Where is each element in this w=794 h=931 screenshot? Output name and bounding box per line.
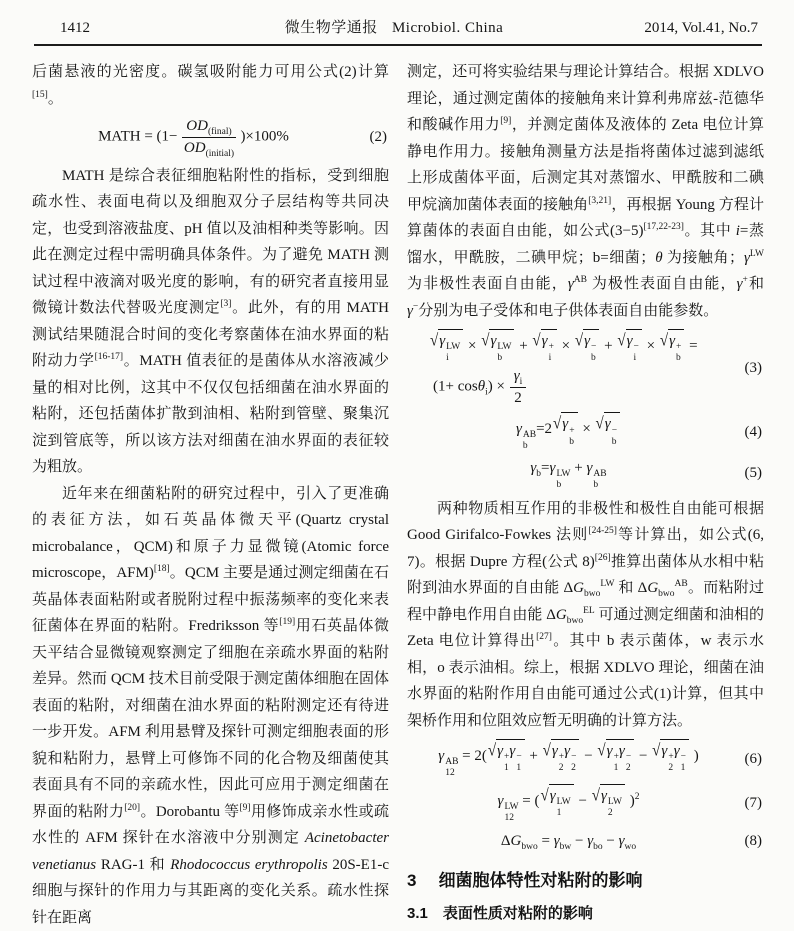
section-3-title: 细菌胞体特性对粘附的影响 [439, 871, 643, 890]
paragraph-xdlvo-contact-angle: 测定，还可将实验结果与理论计算结合。根据 XDLVO 理论，通过测定菌体的接触角来计算利弗席兹-范德华和酸碱作用力[9]，并测定菌体及液体的 Zeta 电位计算静电作用力。接触角测量方法是指将菌体过滤到滤纸上形成菌体平面，后测定其对蒸馏水、甲酰胺和二碘甲烷滴加菌体表面的接触角[3,21]，再根据 Young 方程计算菌体的表面自由能，如公式(3−5)[17,22-23]。其中 i=蒸馏水，甲酰胺，二碘甲烷；b=细菌；θ 为接触角；$\gamma^{LW}$ 为非极性表面自由能，$\gamma^{AB}$ 为极性表面自由能，γ+和γ−分别为电子受体和电子供体表面自由能参数。 [407, 59, 764, 324]
equation-5-number: (5) [730, 460, 764, 487]
equation-3-number: (3) [730, 355, 764, 382]
section-3-1-number: 3.1 [407, 905, 428, 922]
equation-7 [407, 784, 764, 824]
paragraph-qcm-afm-methods: 近年来在细菌粘附的研究过程中，引入了更准确的表征方法，如石英晶体微天平(Quartz crystal microbalance，QCM)和原子力显微镜(Atomic force microscope，AFM)[18]。QCM 主要是通过测定细菌在石英晶体表面粘附或者脱附过程中振荡频率的变化来表征菌体在界面的粘附。Fredriksson 等[19]用石英晶体微天平结合显微镜观察测定了细胞在亲疏水界面的粘附差异。然而 QCM 技术目前受限于测定菌体细胞在固体表面的粘附，对细菌在油水界面的粘附测定还有待进一步开发。AFM 利用悬臂及探针可测定细胞表面的形貌和粘附力，悬臂上可修饰不同的化合物及细菌使其表面具有不同的亲疏水性，因此可应用于测定细菌在界面的粘附力[20]。Dorobantu 等[9]用修饰成亲水性或疏水性的 AFM 探针在水溶液中分别测定 Acinetobacter venetianus RAG-1 和 Rhodococcus erythropolis 20S-E1-c 细胞与探针的作用力与其距离的变化关系。疏水性探针在距离 [32, 481, 389, 931]
equation-5-body: $\gamma_b=\gamma$ LW b + γ AB b [407, 457, 730, 491]
equation-8-number: (8) [730, 828, 764, 855]
equation-6-number: (6) [730, 746, 764, 773]
equation-8 [407, 828, 764, 855]
journal-title-cn: 微生物学通报 [285, 20, 378, 36]
equation-4-number: (4) [730, 419, 764, 446]
issue-info: 2014, Vol.41, No.7 [588, 20, 758, 37]
journal-title-en: Microbiol. China [392, 20, 503, 36]
page-number: 1412 [60, 20, 200, 37]
equation-2-number: (2) [355, 124, 389, 151]
content-columns [32, 59, 764, 931]
section-3-number: 3 [407, 871, 416, 890]
header-rule [34, 44, 762, 46]
page-header [32, 10, 764, 44]
equation-4 [407, 412, 764, 452]
right-column [407, 59, 764, 931]
left-column [32, 59, 389, 931]
equation-5 [407, 457, 764, 491]
equation-6-body: γ AB 12 = 2(√γ + 1 γ − 1 + √γ + 2 γ − 2 − √γ + 1 γ − 2 − √γ + 2 γ − 1 ) [407, 739, 730, 779]
equation-8-body: $\Delta G_{bwo} = \gamma_{bw} - \gamma_{bo} - \gamma_{wo}$ [407, 830, 730, 853]
equation-2-body: MATH = (1− $\frac{OD_{(final)}}{OD_{(initial)}}$ )×100% [32, 117, 355, 158]
equation-4-body: γ AB b =2√γ + b × √γ − b [407, 412, 730, 452]
journal-title [200, 16, 588, 37]
paragraph-free-energy-calculation: 两种物质相互作用的非极性和极性自由能可根据 Good Girifalco-Fowkes 法则[24-25]等计算出，如公式(6, 7)。根据 Dupre 方程(公式 8)[26]推算出菌体从水相中粘附到油水界面的自由能 $\Delta G_{bwo}^{LW}$ 和 $\Delta G_{bwo}^{AB}$。而粘附过程中静电作用自由能 $\Delta G_{bwo}^{EL}$ 可通过测定细菌和油相的 Zeta 电位计算得出[27]。其中 b 表示菌体，w 表示水相，o 表示油相。综上，根据 XDLVO 理论，细菌在油水界面的粘附作用自由能可通过公式(1)计算，但其中架桥作用和位阻效应暂无明确的计算方法。 [407, 496, 764, 735]
equation-3-line-2: (1+ cosθ$_i$) × $\frac{\gamma_i}{2}$ [429, 367, 730, 408]
equation-3 [407, 329, 764, 407]
paragraph-math-index-description: MATH 是综合表征细胞粘附性的指标，受到细胞疏水性、表面电荷以及细胞双分子层结构等共同决定，也受到溶液盐度、pH 值以及油相种类等影响。因此在测定过程中需明确具体条件。为了避免 MATH 测试过程中液滴对吸光度的影响，有的研究者直接用显微镜计数法代替吸光度测定[3]。此外，有的用 MATH 测试结果随混合时间的变化考察菌体在油水界面的粘附动力学[16-17]。MATH 值表征的是菌体从水溶液减少量的相对比例，这其中不仅仅包括细菌在油水界面的粘附，还包括菌体扩散到油相、粘附到管壁、聚集沉淀到管底等，所以该方法对细菌在油水界面的表征较为粗放。 [32, 163, 389, 481]
equation-7-number: (7) [730, 790, 764, 817]
equation-3-line-1: √γ LW i × √γ LW b + √γ + i × √γ − b + √γ − i × √γ + b = [429, 329, 730, 364]
paragraph-math-formula-intro: 后菌悬液的光密度。碳氢吸附能力可用公式(2)计算[15]。 [32, 59, 389, 112]
equation-2 [32, 117, 389, 158]
equation-7-body: γ LW 12 = (√γ LW 1 − √γ LW 2 )$^2$ [407, 784, 730, 824]
section-3-1-title: 表面性质对粘附的影响 [443, 905, 593, 922]
section-3-heading [407, 868, 764, 895]
equation-3-body [407, 329, 730, 407]
equation-6 [407, 739, 764, 779]
section-3-1-heading [407, 901, 764, 928]
